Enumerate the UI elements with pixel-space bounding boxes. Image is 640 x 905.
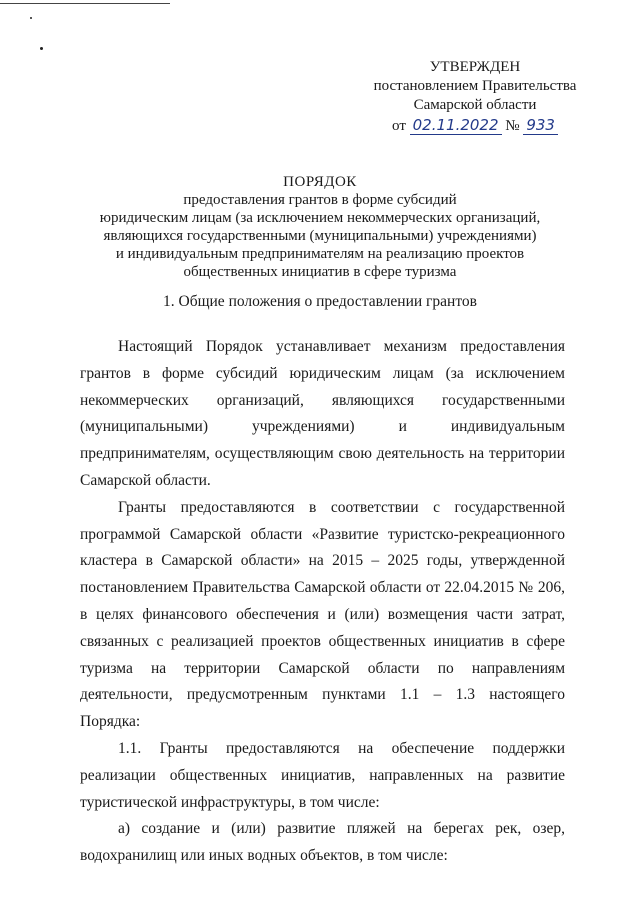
paragraph: 1.1. Гранты предоставляются на обеспечение поддержки реализации общественных инициатив, направленных на развитие туристической инфраструктуры, в том числе:	[80, 739, 565, 811]
number-sign: №	[505, 118, 520, 134]
scan-speck	[40, 47, 43, 50]
approval-line-1: постановлением Правительства	[373, 78, 577, 94]
title-line: предоставления грантов в форме субсидий	[183, 192, 457, 208]
section-heading: 1. Общие положения о предоставлении грантов	[163, 293, 477, 310]
title-line: являющихся государственными (муниципальными) учреждениями)	[103, 228, 537, 244]
title-line: юридическим лицам (за исключением некоммерческих организаций,	[99, 210, 541, 226]
document-title	[80, 173, 560, 281]
approval-stamp-block	[360, 58, 590, 136]
handwritten-date: 02.11.2022	[410, 116, 502, 135]
paragraph: Гранты предоставляются в соответствии с государственной программой Самарской области «Развитие туристско-рекреационного кластера в Самарской области» на 2015 – 2025 годы, утвержденной постановлением Правительства Самарской области от 22.04.2015 № 206, в целях финансового обеспечения и (или) возмещения части затрат, связанных с реализацией проектов общественных инициатив в сфере туризма на территории Самарской области по направлениям деятельности, предусмотренным пунктами 1.1 – 1.3 настоящего Порядка:	[80, 498, 565, 731]
paragraph: Настоящий Порядок устанавливает механизм предоставления грантов в форме субсидий юридическим лицам (за исключением некоммерческих организаций, являющихся государственными (муниципальными) учреждениями) и индивидуальным предпринимателям, осуществляющим свою деятельность на территории Самарской области.	[80, 338, 565, 489]
title-main: ПОРЯДОК	[283, 174, 357, 190]
document-body	[80, 334, 565, 870]
date-prefix: от	[392, 118, 406, 134]
title-line: общественных инициатив в сфере туризма	[183, 264, 457, 280]
scan-edge-line	[0, 3, 170, 4]
approval-status: УТВЕРЖДЕН	[429, 59, 521, 75]
approval-date-line	[360, 116, 590, 136]
handwritten-number: 933	[523, 116, 558, 135]
paragraph: а) создание и (или) развитие пляжей на берегах рек, озер, водохранилищ или иных водных объектов, в том числе:	[80, 820, 565, 865]
approval-line-2: Самарской области	[413, 97, 537, 113]
scan-speck	[30, 17, 32, 19]
title-line: и индивидуальным предпринимателям на реализацию проектов	[115, 246, 525, 262]
